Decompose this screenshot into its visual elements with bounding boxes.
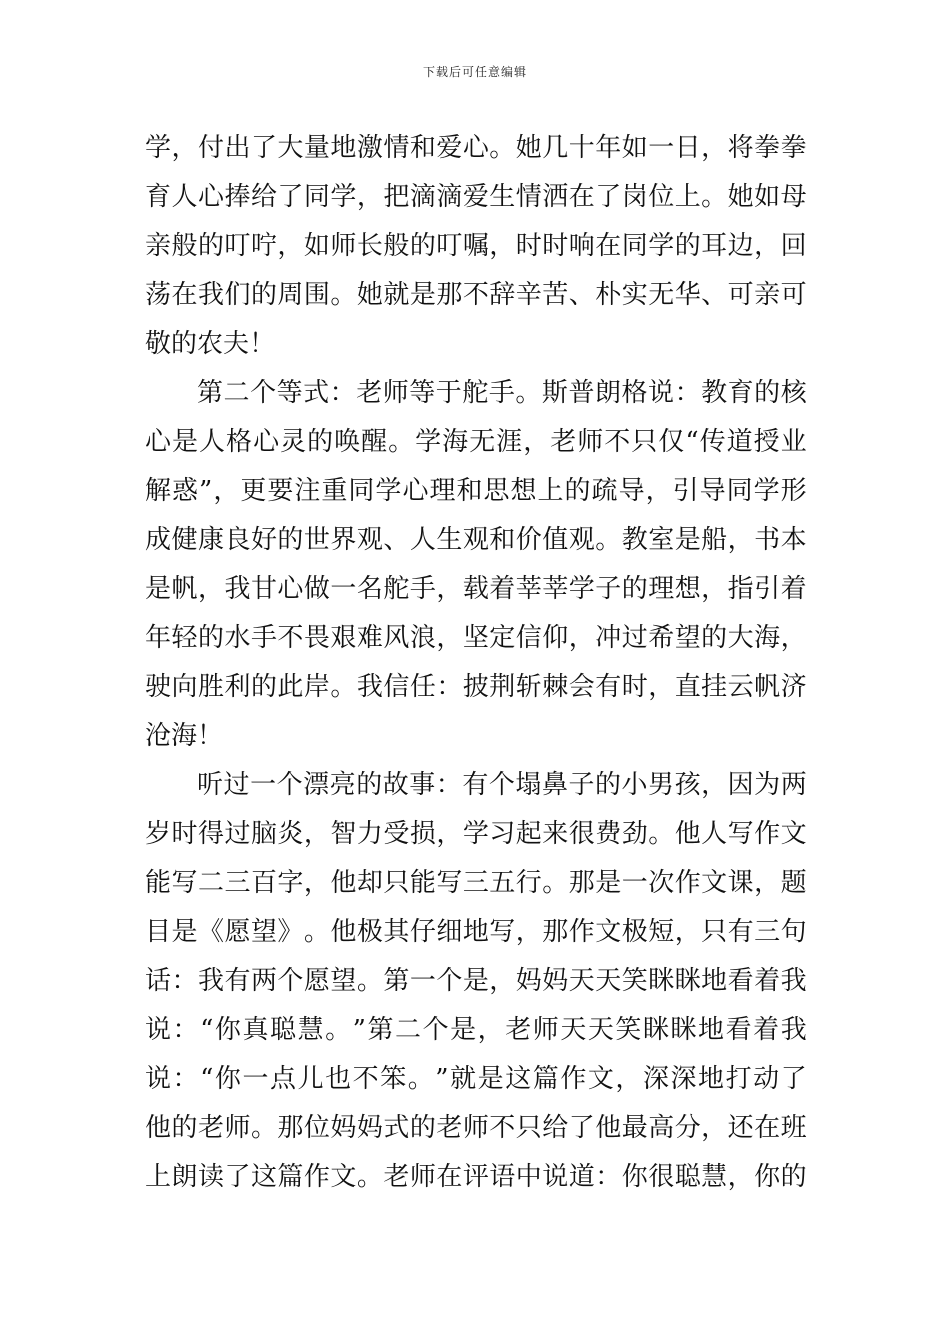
text-line: 他 的 老 师 。 那 位 妈 妈 式 的 老 师 不 只 给 了 他 最 高 分 ， 还 在 班 xyxy=(145,1113,807,1143)
text-line: 说 ： “ 你 真 聪 慧 。 ” 第 二 个 是 ， 老 师 天 天 笑 眯 眯 地 看 着 我 xyxy=(145,1015,807,1045)
text-line: 年 轻 的 水 手 不 畏 艰 难 风 浪 ， 坚 定 信 仰 ， 冲 过 希 望 的 大 海 ， xyxy=(145,623,807,653)
text-line: 驶 向 胜 利 的 此 岸 。 我 信 任 ： 披 荆 斩 棘 会 有 时 ， 直 挂 云 帆 济 xyxy=(145,672,807,702)
text-line: 荡 在 我 们 的 周 围 。 她 就 是 那 不 辞 辛 苦 、 朴 实 无 华 、 可 亲 可 xyxy=(145,280,807,310)
text-line: 解 惑 ” ， 更 要 注 重 同 学 心 理 和 思 想 上 的 疏 导 ， 引 导 同 学 形 xyxy=(145,476,807,506)
text-line: 上 朗 读 了 这 篇 作 文 。 老 师 在 评 语 中 说 道 ： 你 很 聪 慧 ， 你 的 xyxy=(145,1162,807,1192)
page-header: 下载后可任意编辑 xyxy=(422,65,527,79)
text-line: 话 ： 我 有 两 个 愿 望 。 第 一 个 是 ， 妈 妈 天 天 笑 眯 眯 地 看 着 我 xyxy=(145,966,807,996)
text-line: 岁 时 得 过 脑 炎 ， 智 力 受 损 ， 学 习 起 来 很 费 劲 。 他 人 写 作 文 xyxy=(145,819,807,849)
text-line: 学 ， 付 出 了 大 量 地 激 情 和 爱 心 。 她 几 十 年 如 一 日 ， 将 拳 拳 xyxy=(145,133,807,163)
body-text xyxy=(145,124,807,1202)
text-line: 心 是 人 格 心 灵 的 唤 醒 。 学 海 无 涯 ， 老 师 不 只 仅 “ 传 道 授 业 xyxy=(145,427,807,457)
text-line: 是 帆 ， 我 甘 心 做 一 名 舵 手 ， 载 着 莘 莘 学 子 的 理 想 ， 指 引 着 xyxy=(145,574,807,604)
text-line: 育 人 心 捧 给 了 同 学 ， 把 滴 滴 爱 生 情 洒 在 了 岗 位 上 。 她 如 母 xyxy=(145,182,807,212)
text-line: 成 健 康 良 好 的 世 界 观 、 人 生 观 和 价 值 观 。 教 室 是 船 ， 书 本 xyxy=(145,525,807,555)
text-line: 听 过 一 个 漂 亮 的 故 事 ： 有 个 塌 鼻 子 的 小 男 孩 ， 因 为 两 xyxy=(197,770,807,800)
text-line: 敬 的 农 夫 ！ xyxy=(145,329,276,359)
text-line: 第 二 个 等 式 ： 老 师 等 于 舵 手 。 斯 普 朗 格 说 ： 教 育 的 核 xyxy=(197,378,807,408)
text-line: 目 是 《 愿 望 》 。 他 极 其 仔 细 地 写 ， 那 作 文 极 短 ， 只 有 三 句 xyxy=(145,917,807,947)
text-line: 能 写 二 三 百 字 ， 他 却 只 能 写 三 五 行 。 那 是 一 次 作 文 课 ， 题 xyxy=(145,868,807,898)
text-line: 亲 般 的 叮 咛 ， 如 师 长 般 的 叮 嘱 ， 时 时 响 在 同 学 的 耳 边 ， 回 xyxy=(145,231,807,261)
text-line: 沧 海 ！ xyxy=(145,721,224,751)
text-line: 说 ： “ 你 一 点 儿 也 不 笨 。 ” 就 是 这 篇 作 文 ， 深 深 地 打 动 了 xyxy=(145,1064,807,1094)
